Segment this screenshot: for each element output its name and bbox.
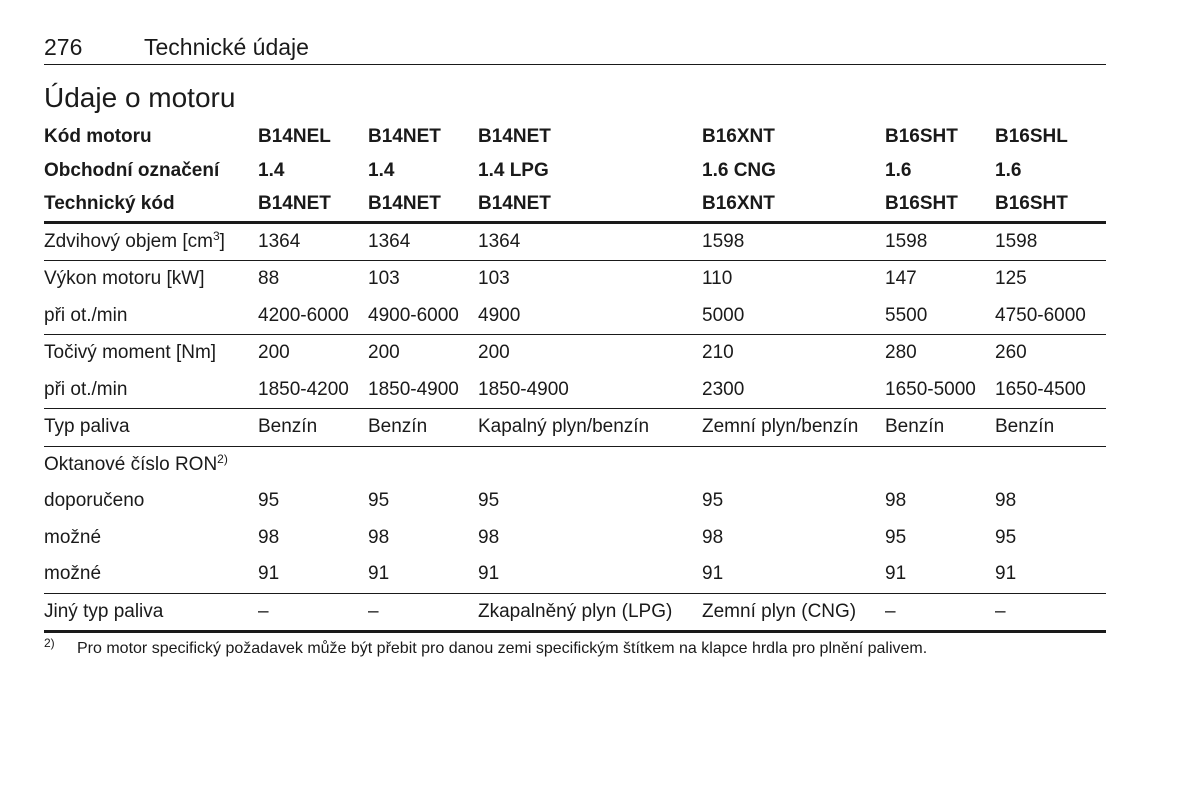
header-cell: B16XNT	[702, 126, 775, 147]
table-row	[44, 447, 1106, 484]
row-label: možné	[44, 526, 102, 548]
table-cell: 98	[995, 490, 1017, 511]
table-cell: 98	[368, 526, 390, 548]
header-cell: B14NET	[478, 193, 551, 214]
header-cell: Technický kód	[44, 193, 175, 214]
table-cell: –	[258, 600, 269, 622]
table-cell: 210	[702, 342, 734, 363]
table-row	[44, 520, 1106, 557]
table-row	[44, 483, 1106, 520]
table-row	[44, 335, 1106, 372]
table-row	[44, 224, 1106, 261]
table-cell: 1598	[702, 230, 745, 252]
table-cell: 95	[258, 490, 280, 511]
table-cell: 147	[885, 268, 917, 289]
header-cell: B16XNT	[702, 193, 775, 214]
table-cell: 98	[478, 526, 500, 548]
table-cell: 91	[368, 563, 390, 584]
row-label: Typ paliva	[44, 416, 130, 437]
header-cell: B16SHT	[995, 193, 1068, 214]
section-title: Údaje o motoru	[44, 82, 236, 113]
table-cell: Benzín	[258, 416, 318, 437]
table-header-row	[44, 187, 1106, 221]
table-cell: 110	[702, 268, 733, 289]
table-cell: 200	[258, 342, 290, 363]
table-cell: 2300	[702, 378, 745, 400]
table-cell: 200	[368, 342, 400, 363]
table-cell: 91	[258, 563, 280, 584]
table-cell: Kapalný plyn/benzín	[478, 416, 650, 437]
table-cell: 98	[702, 526, 724, 548]
header-cell: 1.6	[885, 159, 912, 181]
table-cell: 98	[258, 526, 280, 548]
table-cell: 260	[995, 342, 1027, 363]
table-cell: 95	[702, 490, 724, 511]
table-row	[44, 556, 1106, 593]
table-cell: 5500	[885, 304, 928, 326]
engine-spec-table	[44, 120, 1106, 633]
table-cell: 200	[478, 342, 510, 363]
table-cell: 4900	[478, 304, 521, 326]
table-cell: 1364	[368, 230, 411, 252]
row-label: při ot./min	[44, 304, 128, 326]
row-label: Výkon motoru [kW]	[44, 268, 205, 289]
table-cell: 95	[885, 526, 907, 548]
header-cell: 1.6	[995, 159, 1022, 181]
table-cell: Zemní plyn/benzín	[702, 416, 859, 437]
header-cell: B16SHT	[885, 126, 958, 147]
table-header-row	[44, 154, 1106, 188]
table-cell: 1650-5000	[885, 378, 976, 400]
table-cell: 4900-6000	[368, 304, 459, 326]
table-cell: 1598	[885, 230, 928, 252]
header-cell: B14NEL	[258, 126, 331, 147]
table-divider-thick	[44, 630, 1106, 633]
header-cell: 1.4	[368, 159, 395, 181]
header-cell: 1.4 LPG	[478, 159, 549, 181]
table-cell: 1850-4900	[368, 378, 459, 400]
header-cell: 1.6 CNG	[702, 159, 776, 181]
table-cell: –	[995, 600, 1006, 622]
table-cell: Benzín	[995, 416, 1055, 437]
footnote-mark: 2)	[44, 636, 55, 650]
table-cell: Zemní plyn (CNG)	[702, 600, 857, 622]
table-cell: Benzín	[368, 416, 428, 437]
table-cell: 1364	[258, 230, 301, 252]
table-cell: –	[368, 600, 379, 622]
table-cell: 280	[885, 342, 917, 363]
table-row	[44, 372, 1106, 409]
table-cell: 91	[885, 563, 907, 584]
table-cell: 1364	[478, 230, 521, 252]
table-cell: 91	[478, 563, 500, 584]
table-row	[44, 594, 1106, 631]
table-row	[44, 261, 1106, 298]
header-cell: B16SHL	[995, 126, 1068, 147]
table-cell: 1850-4200	[258, 378, 349, 400]
table-cell: 5000	[702, 304, 745, 326]
table-cell: 125	[995, 268, 1027, 289]
row-label: Jiný typ paliva	[44, 600, 164, 622]
table-cell: 4200-6000	[258, 304, 349, 326]
header-cell: B14NET	[478, 126, 551, 147]
table-cell: 1650-4500	[995, 378, 1086, 400]
table-cell: 91	[995, 563, 1017, 584]
table-cell: 98	[885, 490, 907, 511]
table-cell: 95	[995, 526, 1017, 548]
table-cell: 1598	[995, 230, 1038, 252]
table-row	[44, 409, 1106, 446]
row-label: Oktanové číslo RON$^{2)}$	[44, 451, 228, 475]
header-cell: B14NET	[258, 193, 331, 214]
header-cell: B14NET	[368, 126, 441, 147]
table-row	[44, 298, 1106, 335]
table-cell: 91	[702, 563, 724, 584]
table-cell: Zkapalněný plyn (LPG)	[478, 600, 673, 622]
page-number: 276	[44, 34, 83, 60]
table-cell: Benzín	[885, 416, 945, 437]
header-cell: B16SHT	[885, 193, 958, 214]
table-cell: 88	[258, 268, 280, 289]
header-cell: 1.4	[258, 159, 285, 181]
table-header-row	[44, 120, 1106, 154]
table-cell: 95	[368, 490, 390, 511]
footnote-text: Pro motor specifický požadavek může být přebit pro danou zemi specifickým štítkem na klapce hrdla pro plnění palivem.	[77, 640, 928, 657]
header-title: Technické údaje	[144, 34, 309, 60]
row-label: možné	[44, 563, 102, 584]
row-label: doporučeno	[44, 490, 145, 511]
table-cell: 1850-4900	[478, 378, 569, 400]
row-label: Točivý moment [Nm]	[44, 342, 217, 363]
table-cell: 95	[478, 490, 500, 511]
row-label: Zdvihový objem $[cm^3]$	[44, 228, 225, 252]
table-cell: 103	[478, 268, 510, 289]
table-cell: 4750-6000	[995, 304, 1086, 326]
row-label: při ot./min	[44, 378, 128, 400]
table-cell: –	[885, 600, 896, 622]
page-header	[44, 34, 1106, 65]
header-cell: Obchodní označení	[44, 159, 220, 181]
table-cell: 103	[368, 268, 400, 289]
header-cell: Kód motoru	[44, 126, 152, 147]
header-cell: B14NET	[368, 193, 441, 214]
